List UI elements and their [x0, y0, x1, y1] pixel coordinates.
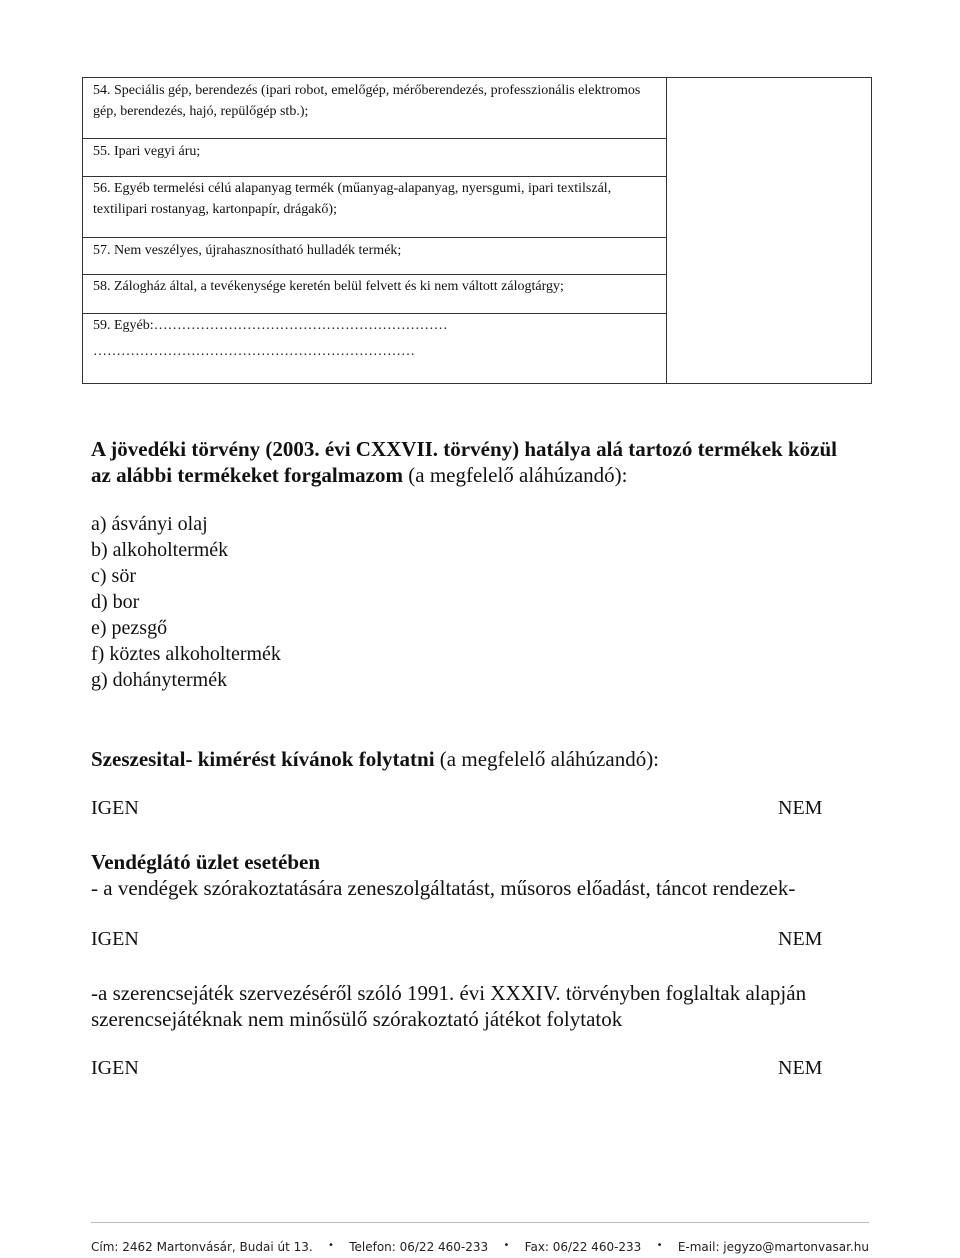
spirits-heading-note: (a megfelelő aláhúzandó): [434, 747, 660, 771]
table-row [83, 177, 667, 238]
excise-heading-bold: A jövedéki törvény (2003. évi CXXVII. törvény) hatálya alá tartozó termékek közül az alábbi termékeket forgalmazom [91, 437, 837, 487]
footer-phone: Telefon: 06/22 460-233 [349, 1240, 489, 1254]
list-item[interactable]: d) bor [91, 591, 140, 613]
table-row [83, 238, 667, 275]
excise-list [91, 511, 281, 693]
hospitality-heading: Vendéglátó üzlet esetében [91, 850, 321, 874]
list-item[interactable]: e) pezsgő [91, 617, 168, 639]
row-text: 54. Speciális gép, berendezés (ipari robot, emelőgép, mérőberendezés, professzionális elektromos gép, berendezés, hajó, repülőgép stb.); [93, 83, 641, 119]
spirits-yes-option[interactable]: IGEN [91, 797, 139, 819]
footer [91, 1240, 869, 1254]
list-item[interactable]: g) dohánytermék [91, 669, 228, 691]
gambling-yes-option[interactable]: IGEN [91, 1057, 139, 1079]
footer-separator: • [656, 1240, 663, 1251]
excise-heading-note: (a megfelelő aláhúzandó): [403, 463, 628, 487]
excise-heading [91, 436, 851, 488]
footer-separator: • [503, 1240, 510, 1251]
music-no-option[interactable]: NEM [778, 928, 823, 950]
row-text: 58. Zálogház által, a tevékenysége keretén belül felvett és ki nem váltott zálogtárgy; [93, 279, 564, 294]
table-row [83, 78, 667, 139]
footer-email[interactable]: E-mail: jegyzo@martonvasar.hu [677, 1240, 869, 1254]
music-question: - a vendégek szórakoztatására zeneszolgáltatást, műsoros előadást, táncot rendezek- [91, 876, 796, 900]
product-table [82, 77, 872, 384]
table-row [83, 314, 667, 384]
spirits-heading [91, 746, 659, 772]
row-text: 56. Egyéb termelési célú alapanyag termék (műanyag-alapanyag, nyersgumi, ipari textilszál, textilipari rostanyag, kartonpapír, drágakő); [93, 181, 612, 217]
row-text: 59. Egyéb:……………………………………………………… [93, 318, 448, 333]
list-item[interactable]: b) alkoholtermék [91, 539, 229, 561]
gambling-no-option[interactable]: NEM [778, 1057, 823, 1079]
row-text: 57. Nem veszélyes, újrahasznosítható hulladék termék; [93, 243, 402, 258]
footer-separator: • [328, 1240, 334, 1251]
table-row [83, 275, 667, 314]
list-item[interactable]: c) sör [91, 565, 136, 587]
footer-address: Cím: 2462 Martonvásár, Budai út 13. [91, 1240, 313, 1254]
list-item[interactable]: a) ásványi olaj [91, 513, 208, 535]
spirits-heading-bold: Szeszesital- kimérést kívánok folytatni [91, 747, 435, 771]
footer-divider [91, 1222, 869, 1223]
music-yes-option[interactable]: IGEN [91, 928, 139, 950]
footer-fax: Fax: 06/22 460-233 [524, 1240, 642, 1254]
answer-cell[interactable] [667, 78, 872, 384]
spirits-no-option[interactable]: NEM [778, 797, 823, 819]
list-item[interactable]: f) köztes alkoholtermék [91, 643, 281, 665]
gambling-question: -a szerencsejáték szervezéséről szóló 1991. évi XXXIV. törvényben foglaltak alapján szerencsejátéknak nem minősülő szórakoztató játékot folytatok [91, 981, 807, 1031]
table-row [83, 139, 667, 177]
row-text-continued: …………………………………………………………… [93, 344, 415, 359]
row-text: 55. Ipari vegyi áru; [93, 144, 201, 159]
